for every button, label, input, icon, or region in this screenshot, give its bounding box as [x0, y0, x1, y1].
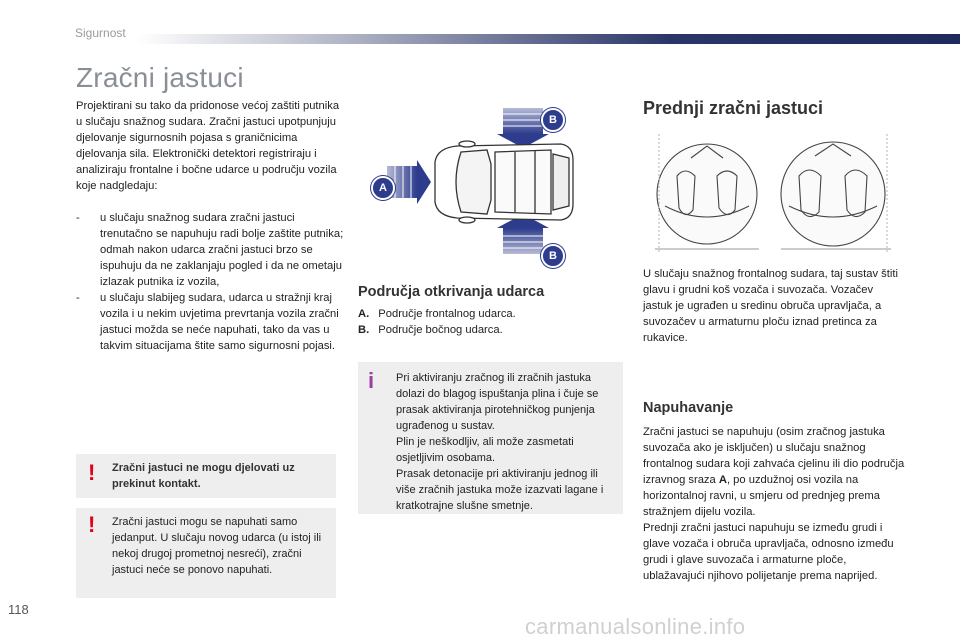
list-item [76, 290, 344, 354]
front-airbags-heading: Prednji zračni jastuci [643, 98, 824, 118]
header-bar [136, 34, 960, 44]
bullet-dash: - [76, 292, 80, 304]
intro-paragraph: Projektirani su tako da pridonose većoj zaštiti putnika u slučaju snažnog sudara. Zračni jastuci upotpunjuju djelovanje sigurnosnih pojasa s graničnicima djelovanja sila. Elektronički detektori registriraju i analiziraju frontalne i bočne udarce u području vozila koje nadgledaju: [76, 100, 340, 192]
warning-box-single-use [76, 508, 336, 598]
bullet-text: u slučaju snažnog sudara zračni jastuci trenutačno se napuhuju radi bolje zaštite putnika; odmah nakon udarca zračni jastuci brzo se ispuhuju da ne zaklanjaju pogled i da ne ometaju izlazak putnika iz vozila, [100, 212, 344, 288]
page-number: 118 [8, 602, 29, 617]
inflation-text [643, 424, 905, 584]
info-text: Pri aktiviranju zračnog ili zračnih jastuka dolazi do blagog ispuštanja plina i čuje se prasak aktiviranja pirotehničkog punjenja ugrađenog u sustav. Plin je neškodljiv, ali može zasmetati osjetljivim osobama. Prasak detonacije pri aktiviranju jednog ili više zračnih jastuka može izazvati lagane i kratkotrajne slušne smetnje. [396, 372, 604, 512]
warning-icon: ! [88, 512, 96, 537]
list-item [358, 306, 608, 322]
car-impact-diagram [365, 104, 577, 268]
warning-box-contact [76, 454, 336, 498]
warning-icon: ! [88, 460, 96, 485]
zone-label: A. [358, 308, 370, 320]
front-airbags-text: U slučaju snažnog frontalnog sudara, taj sustav štiti glavu i grudni koš vozača i suvozača. Vozačev jastuk je ugrađen u sredinu obruča upravljača, a suvozačev u armaturnu ploču iznad pretinca za rukavice. [643, 268, 898, 344]
intro-bullet-list [76, 210, 344, 354]
zone-marker-a [371, 176, 395, 200]
zone-text: Područje frontalnog udarca. [378, 308, 516, 320]
bullet-dash: - [76, 212, 80, 224]
warning-text: Zračni jastuci mogu se napuhati samo jedanput. U slučaju novog udarca (u istoj ili nekoj drugoj prometnoj nesreći), zračni jastuci neće se ponovo napuhati. [112, 516, 322, 576]
watermark: carmanualsonline.info [525, 614, 746, 639]
inflation-heading: Napuhavanje [643, 400, 734, 416]
zone-marker-b-top [541, 108, 565, 132]
page-title: Zračni jastuci [76, 62, 244, 93]
bullet-text: u slučaju slabijeg sudara, udarca u stražnji kraj vozila i u nekim uvjetima prevrtanja vozila zračni jastuci možda se neće napuhati, tako da vas u takvim situacijama štite samo sigurnosni pojasi. [100, 292, 339, 352]
inflation-text-end: , po uzdužnoj osi vozila na horizontalnoj ravni, u smjeru od prednjeg prema stražnjem dijelu vozila. Prednji zračni jastuci napuhuju se između grudi i glave vozača i obruča upravljača, odnosno između grudi i glave suvozača i armaturne ploče, ublažavajući njihovo polijetanje prema naprijed. [643, 474, 894, 582]
section-label: Sigurnost [75, 26, 126, 40]
car-body [435, 141, 573, 223]
list-item [358, 322, 608, 338]
info-icon: i [368, 368, 375, 393]
zones-list [358, 306, 608, 338]
zone-marker-b-label: B [549, 114, 557, 126]
inflation-text-start: Zračni jastuci se napuhuju (osim zračnog jastuka suvozača ako je isključen) u slučaju snažnog frontalnog sudara koji zahvaća cjelinu ili dio područja izravnog sraza [643, 426, 905, 486]
warning-text: Zračni jastuci ne mogu djelovati uz prekinut kontakt. [112, 462, 295, 490]
inflation-zone-label: A [718, 474, 727, 486]
zone-marker-b-bottom [541, 244, 565, 268]
zone-marker-a-label: A [379, 182, 387, 194]
zone-label: B. [358, 324, 370, 336]
zone-marker-b-label: B [549, 250, 557, 262]
zones-heading: Područja otkrivanja udarca [358, 284, 545, 300]
zone-text: Područje bočnog udarca. [378, 324, 503, 336]
info-box [358, 362, 623, 514]
airbag-illustration [655, 124, 891, 260]
list-item [76, 210, 344, 290]
